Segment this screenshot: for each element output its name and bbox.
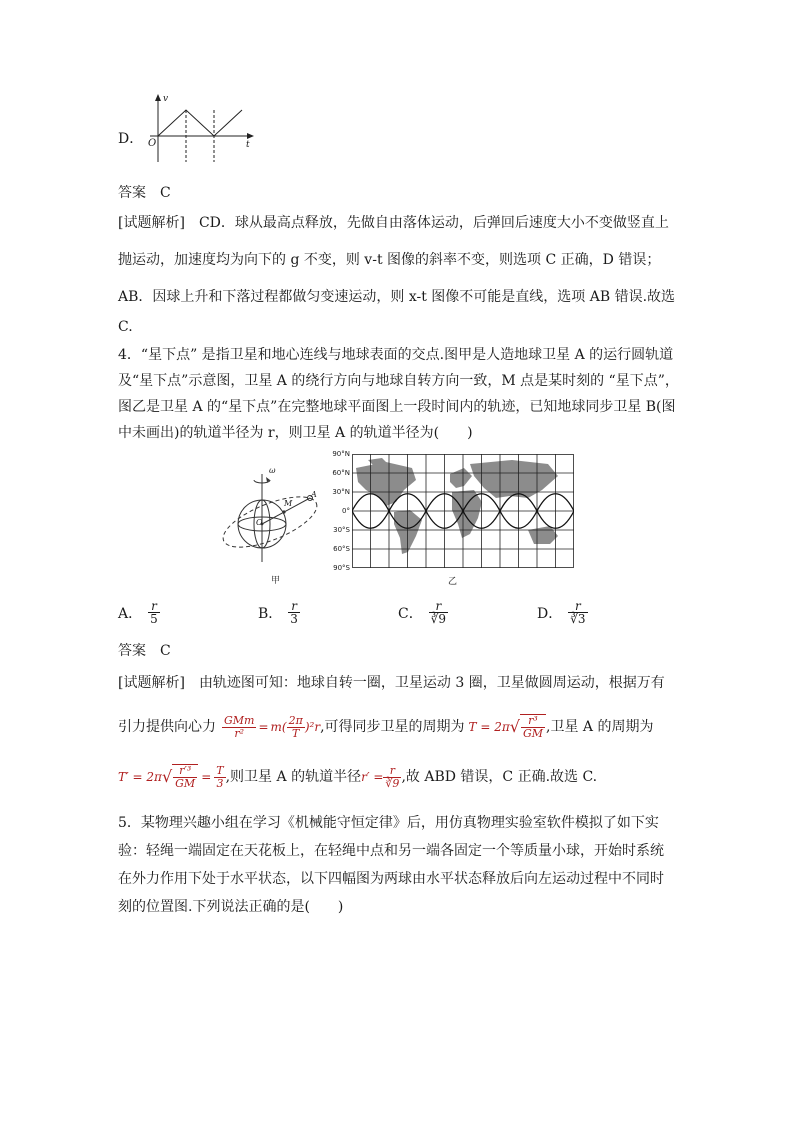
- q5-line4: 刻的位置图.下列说法正确的是( ): [118, 899, 344, 915]
- q4-stem-line2: 及“星下点”示意图，卫星 A 的绕行方向与地球自转方向一致，M 点是某时刻的 “星下点”，: [118, 373, 679, 389]
- axis-t-label: t: [246, 140, 250, 150]
- q4-analysis-line3: T′ = 2π √ $\frac{\text{r′³}}{GM}$ = $\frac{T}{3}$ ,则卫星 A 的轨道半径 r′ = $\frac{r}{∛9}$ ,故 ABD 错误，C 正确.故选 C.: [118, 763, 598, 790]
- q4-stem-line3: 图乙是卫星 A 的“星下点”在完整地球平面图上一段时间内的轨迹，已知地球同步卫星 B(图: [118, 399, 676, 415]
- q4-analysis-line2: 引力提供向心力 $\frac{\text{GMm}}{\text{r²}}$ = m( $\frac{2\pi}{T}$ )²r ,可得同步卫星的周期为 T = 2π √ $\frac{\text{r³}}{GM}$ ,卫星 A 的周期为: [118, 713, 654, 740]
- lat-label: 30°N: [332, 488, 350, 496]
- option-letter: C．: [398, 605, 423, 622]
- lat-label: 60°S: [333, 545, 350, 553]
- formula-gravitation: $\frac{\text{GMm}}{\text{r²}}$ = m( $\frac{2\pi}{T}$ )²r: [224, 713, 321, 740]
- formula-period-sync: T = 2π √ $\frac{\text{r³}}{GM}$: [469, 714, 546, 740]
- axis-v-label: v: [163, 94, 169, 104]
- option-fraction: $\frac{r}{5}$: [150, 599, 158, 626]
- option-d-label: D．: [118, 131, 144, 147]
- q3-analysis-line1: [试题解析] CD．球从最高点释放，先做自由落体运动，后弹回后速度大小不变做竖直上: [118, 215, 669, 231]
- q4-analysis-line1: [试题解析] 由轨迹图可知：地球自转一圈，卫星运动 3 圈，卫星做圆周运动，根据万有: [118, 675, 665, 691]
- q3-analysis-line3: AB．因球上升和下落过程都做匀变速运动，则 x-t 图像不可能是直线，选项 AB 错误.故选: [118, 289, 676, 305]
- q3-answer: 答案 C: [118, 185, 171, 201]
- lat-label: 90°S: [333, 564, 350, 572]
- q5-line1: 5．某物理兴趣小组在学习《机械能守恒定律》后，用仿真物理实验室软件模拟了如下实: [118, 815, 659, 831]
- figure-jia-caption: 甲: [271, 576, 281, 586]
- formula-radius-a: r′ = $\frac{r}{∛9}$: [361, 763, 400, 790]
- q4-answer: 答案 C: [118, 643, 171, 659]
- q5-line2: 验：轻绳一端固定在天花板上，在轻绳中点和另一端各固定一个等质量小球，开始时系统: [118, 843, 664, 859]
- q4-stem-line1: 4．“星下点” 是指卫星和地心连线与地球表面的交点.图甲是人造地球卫星 A 的运行圆轨道: [118, 347, 674, 363]
- origin-label: O: [148, 138, 157, 149]
- lat-label: 30°S: [333, 526, 350, 534]
- figure-yi-caption: 乙: [448, 577, 458, 587]
- q4-stem-line4: 中未画出)的轨道半径为 r，则卫星 A 的轨道半径为( ): [118, 425, 473, 441]
- option-fraction: $\frac{r}{∛3}$: [570, 599, 586, 626]
- q3-analysis-line4: C.: [118, 319, 133, 335]
- option-c[interactable]: [398, 600, 448, 625]
- omega-label: ω: [269, 466, 276, 475]
- option-b[interactable]: [258, 600, 300, 625]
- figure-yi-ground-track-map: [352, 454, 574, 568]
- lat-label: 90°N: [332, 450, 350, 458]
- option-d[interactable]: [537, 600, 588, 625]
- figure-jia-orbit-diagram: [214, 462, 324, 580]
- option-a[interactable]: [118, 600, 160, 625]
- q5-line3: 在外力作用下处于水平状态，以下四幅图为两球由水平状态释放后向左运动过程中不同时: [118, 871, 664, 887]
- vt-graph-option-d: [144, 92, 256, 164]
- satellite-a-label: A: [311, 490, 317, 499]
- option-letter: A．: [118, 605, 143, 622]
- point-m-label: M: [284, 499, 293, 508]
- lat-label: 60°N: [332, 469, 350, 477]
- option-fraction: $\frac{r}{∛9}$: [430, 599, 446, 626]
- option-letter: D．: [537, 605, 563, 622]
- formula-period-a: T′ = 2π √ $\frac{\text{r′³}}{GM}$ = $\frac{T}{3}$: [118, 763, 224, 790]
- center-o-label: O: [256, 518, 263, 527]
- option-fraction: $\frac{r}{3}$: [290, 599, 298, 626]
- option-letter: B．: [258, 605, 283, 622]
- q3-analysis-line2: 抛运动，加速度均为向下的 g 不变，则 v-t 图像的斜率不变，则选项 C 正确，D 错误；: [118, 252, 661, 268]
- lat-label: 0°: [342, 507, 350, 515]
